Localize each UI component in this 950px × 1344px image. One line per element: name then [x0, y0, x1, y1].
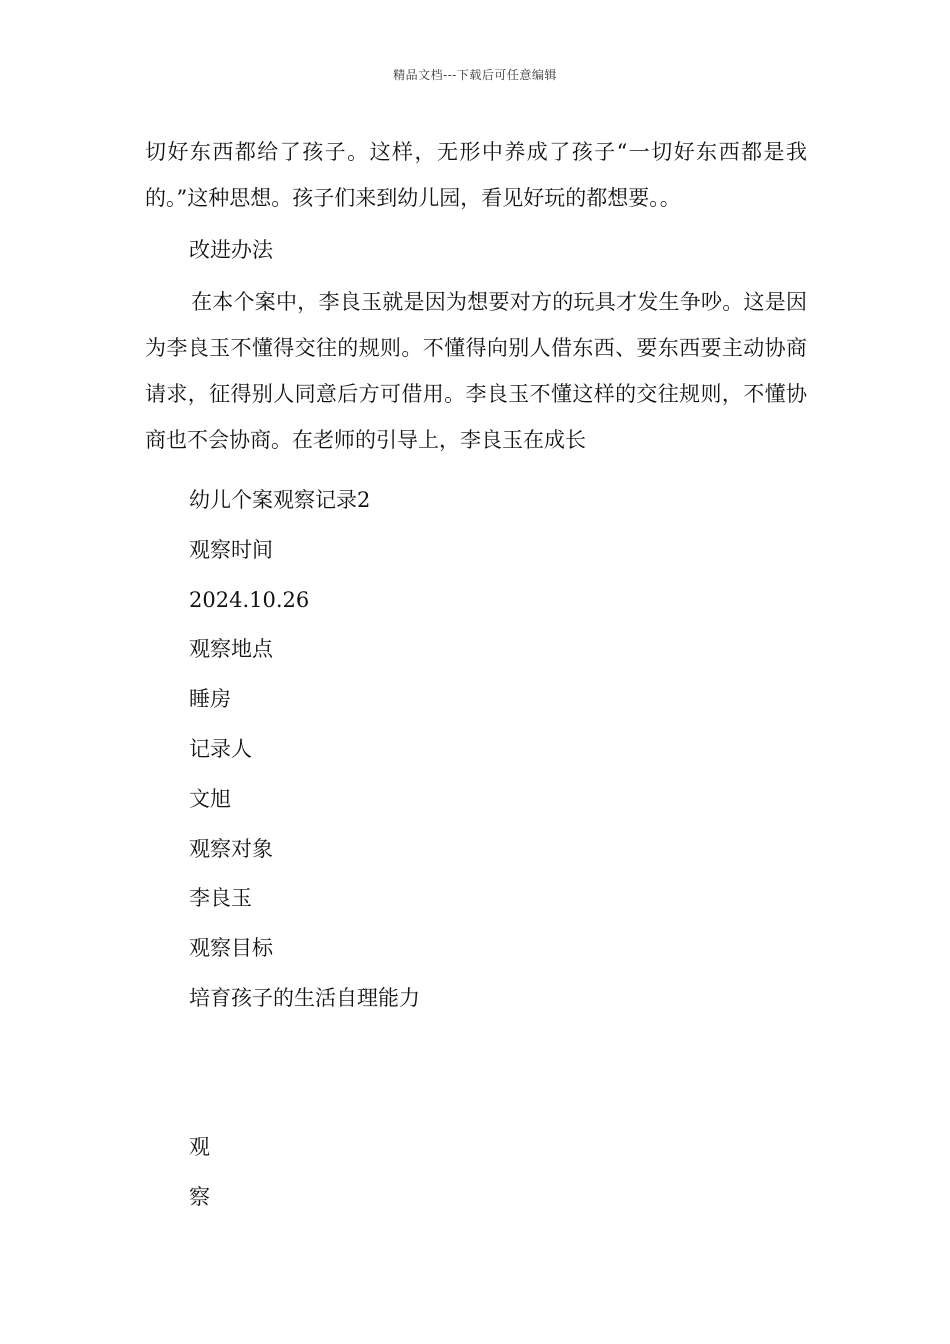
- record-title: 幼儿个案观察记录2: [189, 488, 371, 512]
- page-header: 精品文档---下载后可任意编辑: [393, 68, 557, 82]
- observation-place-label: 观察地点: [189, 637, 273, 661]
- observation-time-label: 观察时间: [189, 538, 273, 562]
- vertical-char-1: 观: [189, 1135, 210, 1159]
- observation-time-value: 2024.10.26: [189, 588, 310, 612]
- recorder-label: 记录人: [189, 737, 252, 761]
- observation-subject-value: 李良玉: [189, 886, 252, 910]
- observation-subject-label: 观察对象: [189, 837, 273, 861]
- vertical-char-2: 察: [189, 1185, 210, 1209]
- paragraph-continuation: 切好东西都给了孩子。这样，无形中养成了孩子“一切好东西都是我的。”这种思想。孩子们来到幼儿园，看见好玩的都想要。。: [145, 140, 807, 210]
- section-heading-improvement: 改进办法: [189, 238, 273, 262]
- recorder-value: 文旭: [189, 787, 231, 811]
- paragraph-case-analysis: 在本个案中，李良玉就是因为想要对方的玩具才发生争吵。这是因为李良玉不懂得交往的规则。不懂得向别人借东西、要东西要主动协商请求，征得别人同意后方可借用。李良玉不懂这样的交往规则，不懂协商也不会协商。在老师的引导上，李良玉在成长: [145, 290, 807, 452]
- observation-goal-label: 观察目标: [189, 936, 273, 960]
- observation-goal-value: 培育孩子的生活自理能力: [189, 986, 420, 1010]
- observation-place-value: 睡房: [189, 687, 231, 711]
